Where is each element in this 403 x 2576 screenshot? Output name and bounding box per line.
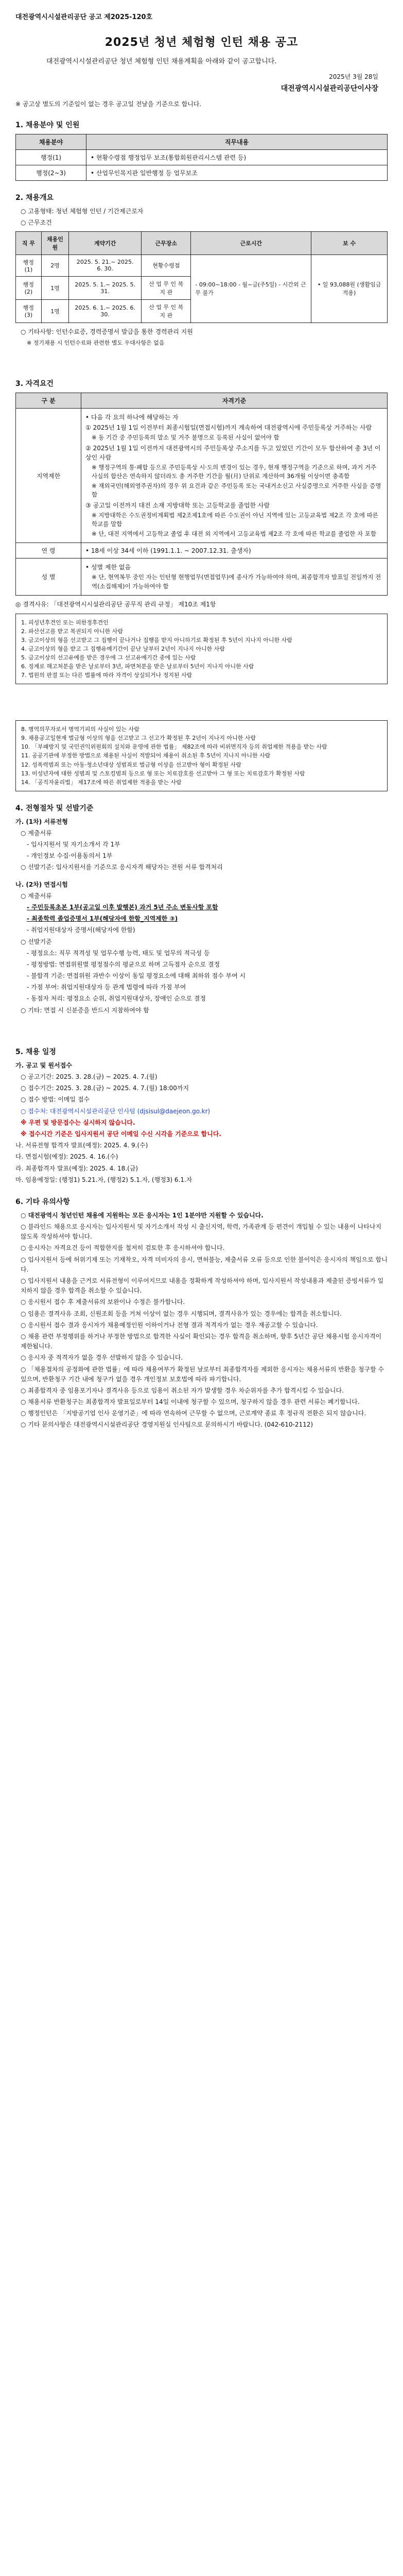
table-cell: • 18세 이상 34세 이하 (1991.1.1. ~ 2007.12.31. 출생자) — [81, 543, 388, 558]
table-row — [16, 558, 388, 596]
section-title: 1. 채용분야 및 인원 — [15, 121, 80, 130]
table-header: 근무장소 — [142, 231, 191, 255]
warning-note: ※ 우편 및 방문접수는 실시하지 않습니다. — [21, 1118, 135, 1126]
note-item: ○ 임용은 결격사유 조회, 신원조회 등을 거쳐 이상이 없는 경우 시행되며, 결격사유가 있는 경우에는 합격을 취소합니다. — [21, 1310, 342, 1317]
list-item: - 평정방법: 면접위원별 평정점수의 평균으로 하며 고득점자 순으로 결정 — [27, 960, 220, 968]
gender-subline: ※ 단, 현역복무 중인 자는 인턴형 현행업무(면접업무)에 종사가 가능하여야 하며, 최종합격자 발표일 전일까지 전역(소집해제)이 가능하여야 함 — [92, 573, 381, 590]
list-item: 3. 금고이상의 형을 선고받고 그 집행이 끝나거나 집행을 받지 아니하기로 확정된 후 5년이 지나지 아니한 사람 — [21, 637, 292, 644]
list-item: 5. 금고이상의 선고유예를 받은 경우에 그 선고유예기간 중에 있는 사람 — [21, 654, 196, 662]
region-line: ③ 공고일 이전까지 대전 소재 지방대학 또는 고등학교를 졸업한 사람 — [85, 501, 270, 509]
list-item: ○ 선발기준: 입사지원서를 기준으로 응시자격 해당자는 전원 서류 합격처리 — [21, 863, 223, 871]
list-item: - 취업지원대상자 증명서(해당자에 한함) — [27, 926, 135, 934]
table-header: 자격기준 — [81, 393, 388, 409]
list-item: - 입사지원서 및 자기소개서 각 1부 — [27, 841, 120, 849]
note-item: ○ 응시원서 접수 결과 응시자가 채용예정인원 이하이거나 전형 결과 적격자가 없는 경우 재공고할 수 있습니다. — [21, 1321, 318, 1329]
note-item: ○ 블라인드 채용으로 응시자는 입사지원서 및 자기소개서 작성 시 출신지역, 학력, 가족관계 등 편견이 개입될 수 있는 내용이 나타나지 않도록 작성하셔야 합니다. — [21, 1223, 382, 1241]
list-item: 4. 금고이상의 형을 받고 그 집행유예기간이 끝난 날부터 2년이 지나지 아니한 사람 — [21, 646, 225, 653]
note-item: ○ 입사지원서 등에 허위기재 또는 기재착오, 자격 미비자의 응시, 면허불능, 제출서류 오류 등으로 인한 불이익은 응시자의 책임으로 합니다. — [21, 1256, 388, 1273]
table-header: 근로시간 — [191, 231, 311, 255]
note-item: ○ 채용 관련 부정행위를 하거나 부정한 방법으로 합격한 사실이 확인되는 경우 합격을 취소하며, 향후 5년간 공단 채용시험 응시자격이 제한됩니다. — [21, 1332, 382, 1350]
note-item: ○ 행정인턴은 「지방공기업 인사 운영기준」에 따라 연속하여 근무할 수 없으며, 근로계약 종료 후 정규직 전환은 되지 않습니다. — [21, 1410, 366, 1417]
section-title: 2. 채용개요 — [15, 194, 54, 202]
table-row — [16, 165, 388, 181]
note-item: ○ 응시자 중 적격자가 없을 경우 선발하지 않을 수 있습니다. — [21, 1354, 183, 1362]
section-title: 6. 기타 유의사항 — [15, 1197, 70, 1206]
list-item: 6. 징계로 해고처분을 받은 날로부터 3년, 파면처분을 받은 날로부터 5년이 지나지 아니한 사람 — [21, 663, 254, 670]
table-header: 직무내용 — [86, 134, 388, 150]
section-schedule — [15, 1046, 388, 1185]
section-title: 3. 자격요건 — [15, 380, 54, 388]
table-cell: 행정(1) — [16, 150, 86, 165]
section-overview — [15, 192, 388, 347]
list-item: ○ 선발기준 — [21, 938, 52, 945]
section-selection-process — [15, 803, 388, 1015]
schedule-item: 다. 면접시험(예정): 2025. 4. 16.(수) — [15, 1153, 118, 1161]
table-header: 보 수 — [311, 231, 388, 255]
region-subline: ※ 행정구역의 통·폐합 등으로 주민등록상 시·도의 변경이 있는 경우, 현재 행정구역을 기준으로 하며, 과거 거주 사실의 합산은 연속하지 않더라도 총 거주한 기간을 월(月) 단위로 계산하여 36개월 이상이면 충족함 — [92, 463, 377, 480]
schedule-item: 라. 최종합격자 발표(예정): 2025. 4. 18.(금) — [15, 1164, 138, 1172]
note-item: ○ 「채용절차의 공정화에 관한 법률」에 따라 채용여부가 확정된 날로부터 최종합격자를 제외한 응시자는 채용서류의 반환을 청구할 수 있으며, 반환청구 기간 내에 청구가 없을 경우 개인정보 보호법에 따라 파기합니다. — [21, 1365, 384, 1383]
baseline-note: ※ 공고상 별도의 기준일이 없는 경우 공고일 전날을 기준으로 합니다. — [15, 100, 202, 108]
table-row — [16, 255, 388, 276]
subsection-title: 가. 공고 및 원서접수 — [15, 1061, 72, 1069]
misc-subnote: ※ 정기채용 시 인턴수료와 관련한 별도 우대사항은 없음 — [27, 339, 165, 346]
work-conditions-label: ○ 근무조건 — [21, 219, 52, 227]
list-item: 9. 채용공고일현재 벌금형 이상의 형을 선고받고 그 선고가 확정된 후 2년이 지나지 아니한 사람 — [21, 735, 256, 742]
list-item: - 최종학력 졸업증명서 1부(해당자에 한함_지역제한 ③) — [27, 915, 178, 923]
pay-cell: • 일 93,088원 (생활임금 적용) — [311, 255, 388, 323]
disqualification-note: ◎ 결격사유: 「대전광역시시설관리공단 공무직 관리 규정」 제10조 제1항 — [15, 600, 216, 608]
list-item: ○ 제출서류 — [21, 892, 52, 900]
note-item: ○ 입사지원서 내용을 근거로 서류전형이 이루어지므로 내용을 정확하게 작성하셔야 하며, 입사지원서 작성내용과 제출된 증빙서류가 일치하지 않을 경우 합격을 취소할 수 있습니다. — [21, 1277, 384, 1295]
region-subline: ※ 재외국민(해외영주권자)의 경우 위 요건과 같은 주민등록 또는 국내거소신고 사실증명으로 거주한 사실을 증명함 — [92, 482, 381, 499]
schedule-item: 나. 서류전형 합격자 발표(예정): 2025. 4. 9.(수) — [15, 1142, 148, 1149]
list-item: - 불합격 기준: 면접위원 과반수 이상이 동일 평정요소에 대해 최하위 점수 부여 시 — [27, 972, 246, 980]
list-item: 14. 「공직자윤리법」 제17조에 따른 취업제한 적용을 받는 사람 — [21, 778, 182, 786]
table-row — [16, 543, 388, 558]
list-item: - 가점 부여: 취업지원대상자 등 관계 법령에 따라 가점 부여 — [27, 984, 186, 991]
warning-note: ※ 접수시간 기준은 입사지원서 공단 이메일 수신 시각을 기준으로 합니다. — [21, 1130, 221, 1138]
section-recruitment-fields — [15, 120, 388, 181]
gender-line: • 성별 제한 없음 — [85, 564, 131, 571]
list-item: ○ 제출서류 — [21, 829, 52, 837]
table-cell: • 현황수령점 행정업무 보조(통합회원관리시스템 관련 등) — [86, 150, 388, 165]
region-line: • 다음 각 요의 하나에 해당하는 자 — [85, 414, 179, 421]
disqualification-box — [15, 614, 388, 684]
notice-number: 대전광역시시설관리공단 공고 제2025-120호 — [15, 13, 153, 21]
work-hours-cell: - 09:00~18:00 - 월~금(주5일) - 시간외 근무 불가 — [191, 255, 311, 323]
table-cell: 행정(1) — [16, 255, 42, 276]
region-line: ② 2025년 1월 1일 이전까지 대전광역시의 주민등록상 주소지를 두고 있었던 기간이 모두 합산하여 총 3년 이상인 사람 — [85, 444, 381, 461]
table-cell: 현황수령점 — [142, 255, 191, 276]
table-cell: 1명 — [41, 299, 68, 323]
list-item: 2. 파산선고를 받고 복권되지 아니한 사람 — [21, 628, 123, 635]
table-cell: 1명 — [41, 276, 68, 299]
list-item: 12. 성폭력범죄 또는 아동·청소년대상 성범죄로 벌금형 이상을 선고받아 형이 확정된 사람 — [21, 761, 241, 768]
table-row — [16, 409, 388, 543]
list-item: - 평정요소: 직무 적격성 및 업무수행 능력, 태도 및 업무의 적극성 등 — [27, 949, 210, 957]
list-item: - 주민등록초본 1부(공고일 이후 발행본) 과거 5년 주소 변동사항 포함 — [27, 903, 218, 911]
section-notes — [15, 1196, 388, 1430]
table-cell: 행정(2~3) — [16, 165, 86, 181]
list-item: ○ 기타: 면접 시 신분증을 반드시 지참하여야 함 — [21, 1006, 149, 1014]
announcement-date: 2025년 3월 28일 — [329, 73, 378, 81]
schedule-item: 마. 임용예정일: (행정1) 5.21.자, (행정2) 5.1.자, (행정3) 6.1.자 — [15, 1176, 192, 1183]
subsection-title: 나. (2차) 면접시험 — [15, 880, 68, 888]
section-qualifications — [15, 378, 388, 791]
note-item: ○ 채용서류 반환청구는 최종합격자 발표일로부터 14일 이내에 청구할 수 있으며, 청구하지 않을 경우 관련 서류는 폐기합니다. — [21, 1398, 360, 1406]
table-row — [16, 150, 388, 165]
table-cell: 산 업 무 인 복 지 관 — [142, 276, 191, 299]
list-item: 13. 미성년자에 대한 성범죄 및 스토킹범죄 등으로 형 또는 치료감호를 선고받아 그 형 또는 치료감호가 확정된 사람 — [21, 770, 305, 777]
table-cell: 2025. 5. 21.~ 2025. 6. 30. — [69, 255, 142, 276]
table-cell: 2명 — [41, 255, 68, 276]
list-item: ○ 공고기간: 2025. 3. 28.(금) ~ 2025. 4. 7.(월) — [21, 1073, 157, 1081]
region-line: ① 2025년 1월 1일 이전부터 최종시험일(면접시험)까지 계속하여 대전광역시에 주민등록상 거주하는 사람 — [85, 424, 372, 432]
misc-note: ○ 기타사항: 인턴수료증, 경력증명서 발급을 통한 경력관리 지원 — [21, 328, 193, 335]
list-item: 1. 피성년후견인 또는 피한정후견인 — [21, 619, 109, 626]
list-item: 10. 「부패방지 및 국민권익위원회의 설치와 운영에 관한 법률」 제82조에 따라 비위면직자 등의 취업제한 적용을 받는 사람 — [21, 743, 327, 751]
note-item: ○ 대전광역시 청년인턴 채용에 지원하는 모든 응시자는 1인 1분야만 지원할 수 있습니다. — [21, 1211, 264, 1219]
conditions-table — [15, 231, 388, 323]
region-subline: ※ 동 기간 중 주민등록의 말소 및 거주 불명으로 등록된 사실이 없어야 함 — [92, 434, 279, 442]
disqualification-box-continued — [15, 720, 388, 791]
note-item: ○ 기타 문의사항은 대전광역시시설관리공단 경영지원실 인사팀으로 문의하시기 바랍니다. (042-610-2112) — [21, 1421, 313, 1429]
table-header: 계약기간 — [69, 231, 142, 255]
table-cell: 성 별 — [16, 558, 81, 596]
note-item: ○ 최종합격자 중 임용포기자나 결격사유 등으로 임용이 취소된 자가 발생할 경우 차순위자를 추가 합격시킬 수 있습니다. — [21, 1386, 344, 1394]
intro-text: 대전광역시시설관리공단 청년 체험형 인턴 채용계획을 아래와 같이 공고합니다. — [46, 58, 277, 65]
table-cell: 연 령 — [16, 543, 81, 558]
list-item: 11. 공공기관에 부정한 방법으로 채용된 사실이 적발되어 채용이 취소된 후 5년이 지나지 아니한 사람 — [21, 752, 271, 759]
table-header: 채용분야 — [16, 134, 86, 150]
list-item: - 동점자 처리: 평정요소 순위, 취업지원대상자, 장애인 순으로 결정 — [27, 995, 206, 1003]
region-subline: ※ 지방대학은 수도권정비계획법 제2조제1호에 따른 수도권이 아닌 지역에 있는 고등교육법 제2조 각 호에 따른 학교를 말함 — [92, 511, 378, 528]
section-title: 5. 채용 일정 — [15, 1047, 56, 1056]
table-header: 구 분 — [16, 393, 81, 409]
subsection-title: 가. (1차) 서류전형 — [15, 818, 68, 825]
organization-name: 대전광역시시설관리공단이사장 — [281, 84, 378, 93]
table-cell: 행정(2) — [16, 276, 42, 299]
table-cell: 지역제한 — [16, 409, 81, 543]
table-cell: 행정(3) — [16, 299, 42, 323]
page-title: 2025년 청년 체험형 인턴 채용 공고 — [104, 36, 299, 49]
list-item: 8. 병역의무자로서 병역기피의 사실이 있는 사람 — [21, 726, 139, 733]
table-header: 채용인원 — [41, 231, 68, 255]
region-subline: ※ 단, 대전 지역에서 고등학교 졸업 후 대전 외 지역에서 고등교육법 제2조 각 호에 따른 학교를 졸업한 자 포함 — [92, 530, 376, 538]
list-item: ○ 접수 방법: 이메일 접수 — [21, 1096, 90, 1104]
table-cell: 2025. 6. 1.~ 2025. 6. 30. — [69, 299, 142, 323]
list-item: 7. 법원의 판결 또는 다른 법률에 따라 자격이 상실되거나 정지된 사람 — [21, 672, 192, 679]
table-header: 직 무 — [16, 231, 42, 255]
list-item: ○ 접수기간: 2025. 3. 28.(금) ~ 2025. 4. 7.(월) 18:00까지 — [21, 1084, 189, 1092]
employment-type: ○ 고용형태: 청년 체험형 인턴 / 기간제근로자 — [21, 208, 144, 215]
list-item: - 개인정보 수집·이용동의서 1부 — [27, 852, 113, 860]
note-item: ○ 응시자는 자격요건 등이 적합한지를 철저히 검토한 후 응시하셔야 합니다. — [21, 1244, 225, 1252]
section-title: 4. 전형절차 및 선발기준 — [15, 804, 94, 812]
qualifications-table — [15, 393, 388, 596]
table-cell: • 산업무인목지관 일반행정 등 업무보조 — [86, 165, 388, 181]
contact-email[interactable]: ○ 접수처: 대전광역시시설관리공단 인사팀 (djsisul@daejeon.go.kr) — [21, 1107, 211, 1115]
table-cell: 2025. 5. 1.~ 2025. 5. 31. — [69, 276, 142, 299]
note-item: ○ 응시원서 접수 후 제출서류의 보완이나 수정은 불가합니다. — [21, 1298, 185, 1306]
fields-table — [15, 134, 388, 181]
table-cell: 산 업 무 인 복 지 관 — [142, 299, 191, 323]
